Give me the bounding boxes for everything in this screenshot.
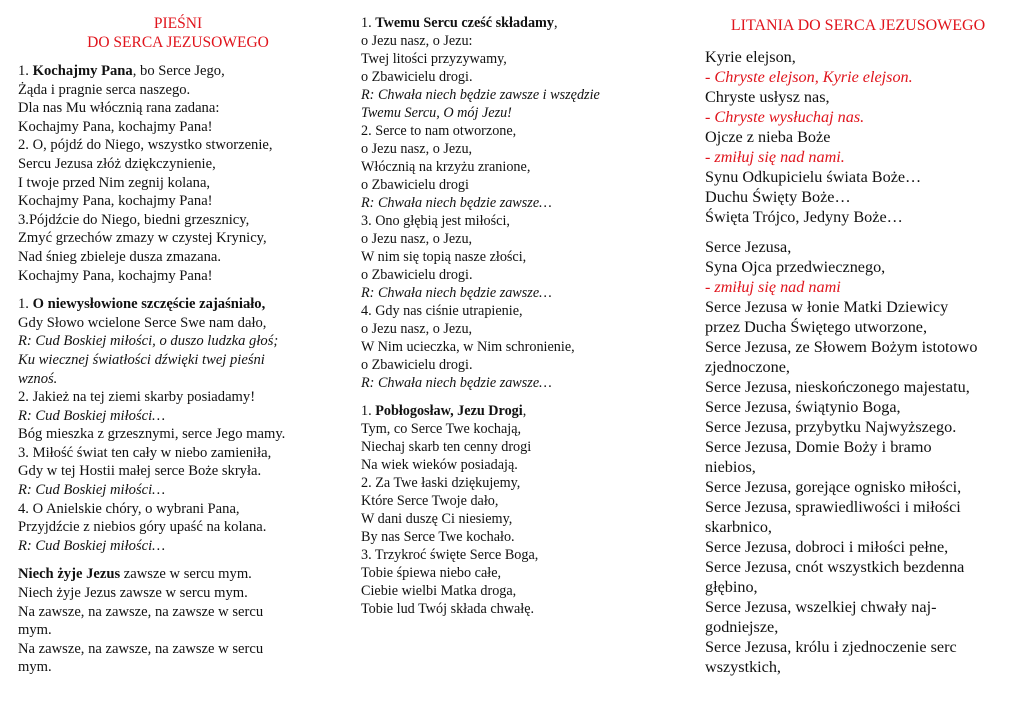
song-kochajmy-pana (18, 62, 338, 285)
litany-line: Ojcze z nieba Boże (705, 128, 831, 146)
litany-line: zjednoczone, (705, 358, 790, 376)
song-line: Niechaj skarb ten cenny drogi (361, 439, 532, 455)
song-line: Niech żyje Jezus zawsze w sercu mym. (18, 585, 248, 602)
song-line: o Zbawicielu drogi. (361, 357, 473, 373)
song-line: 2. Serce to nam otworzone, (361, 123, 517, 139)
song-line: Sercu Jezusa złóż dziękczynienie, (18, 155, 216, 172)
song-line: 2. Za Twe łaski dziękujemy, (361, 475, 521, 491)
song-title-bold: Twemu Sercu cześć składamy (375, 15, 554, 31)
song-line: o Jezu nasz, o Jezu, (361, 231, 473, 247)
litany-line: Serce Jezusa, świątynio Boga, (705, 398, 901, 416)
refrain-line: R: Cud Boskiej miłości… (18, 407, 166, 424)
column-songs-left (18, 14, 338, 687)
song-first-line (18, 295, 338, 314)
litany-line: głębino, (705, 578, 758, 596)
litany-heart-invocations (705, 237, 1011, 677)
verse-number: 1. (18, 296, 33, 313)
litany-line: Serce Jezusa, nieskończonego majestatu, (705, 378, 970, 396)
song-line: 4. Gdy nas ciśnie utrapienie, (361, 303, 523, 319)
refrain-line: R: Cud Boskiej miłości… (18, 537, 166, 554)
litany-line: Serce Jezusa, ze Słowem Bożym istotowo (705, 338, 978, 356)
litany-line: Serce Jezusa, wszelkiej chwały naj- (705, 598, 937, 616)
refrain-line: R: Chwała niech będzie zawsze… (361, 375, 552, 391)
litany-response: - Chryste wysłuchaj nas. (705, 108, 865, 126)
song-line: Włócznią na krzyżu zranione, (361, 159, 531, 175)
song-title-bold: Niech żyje Jezus (18, 566, 121, 583)
song-first-line-rest: , (553, 15, 558, 31)
song-line: o Zbawicielu drogi. (361, 69, 473, 85)
song-line: Tobie lud Twój składa chwałę. (361, 601, 535, 617)
song-title-bold: O niewysłowione szczęście zajaśniało, (32, 296, 266, 313)
litany-title: LITANIA DO SERCA JEZUSOWEGO (730, 17, 986, 34)
song-first-line (361, 14, 671, 32)
litany-line: niebios, (705, 458, 756, 476)
litany-line: Syna Ojca przedwiecznego, (705, 258, 886, 276)
song-line: 3. Ono głębią jest miłości, (361, 213, 510, 229)
verse-number: 1. (361, 403, 376, 419)
song-line: Tobie śpiewa niebo całe, (361, 565, 502, 581)
song-niech-zyje-jezus (18, 565, 338, 677)
song-line: I twoje przed Nim zegnij kolana, (18, 174, 211, 191)
song-poblogoslaw (361, 402, 671, 618)
song-line: Bóg mieszka z grzesznymi, serce Jego mamy. (18, 426, 286, 443)
song-line: 3. Miłość świat ten cały w niebo zamieniła, (18, 444, 272, 461)
refrain-line: R: Chwała niech będzie zawsze… (361, 285, 552, 301)
song-line: 3. Trzykroć święte Serce Boga, (361, 547, 539, 563)
song-line: o Jezu nasz, o Jezu: (361, 33, 473, 49)
column-litany (705, 14, 1011, 687)
song-line: Gdy w tej Hostii małej serce Boże skryła. (18, 463, 262, 480)
song-twemu-sercu (361, 14, 671, 392)
song-line: o Zbawicielu drogi (361, 177, 469, 193)
song-line: 3.Pójdźcie do Niego, biedni grzesznicy, (18, 211, 250, 228)
litany-line: Chryste usłysz nas, (705, 88, 830, 106)
song-line: Twej litości przyzywamy, (361, 51, 507, 67)
song-line: Zmyć grzechów zmazy w czystej Krynicy, (18, 230, 267, 247)
litany-line: Serce Jezusa w łonie Matki Dziewicy (705, 298, 949, 316)
verse-number: 1. (361, 15, 376, 31)
song-line: W dani duszę Ci niesiemy, (361, 511, 513, 527)
refrain-line: R: Cud Boskiej miłości, o duszo ludzka głoś; (18, 333, 279, 350)
litany-line: Serce Jezusa, Domie Boży i bramo (705, 438, 932, 456)
song-first-line-rest: zawsze w sercu mym. (120, 566, 252, 583)
refrain-line: Ku wiecznej światłości dźwięki twej pieśni (18, 351, 265, 368)
litany-line: Serce Jezusa, sprawiedliwości i miłości (705, 498, 961, 516)
song-title-bold: Pobłogosław, Jezu Drogi (375, 403, 523, 419)
song-line: mym. (18, 622, 52, 639)
litany-response: - Chryste elejson, Kyrie elejson. (705, 68, 913, 86)
song-line: Dla nas Mu włócznią rana zadana: (18, 100, 220, 117)
song-line: o Jezu nasz, o Jezu, (361, 321, 473, 337)
song-line: Na zawsze, na zawsze, na zawsze w sercu (18, 603, 264, 620)
litany-line: Serce Jezusa, dobroci i miłości pełne, (705, 538, 949, 556)
litany-line: skarbnico, (705, 518, 772, 536)
song-first-line (18, 565, 338, 584)
song-first-line (361, 402, 671, 420)
song-line: Które Serce Twoje dało, (361, 493, 499, 509)
refrain-line: R: Chwała niech będzie zawsze… (361, 195, 552, 211)
song-line: Nad śnieg zbieleje dusza zmazana. (18, 248, 221, 265)
song-line: Tym, co Serce Twe kochają, (361, 421, 522, 437)
song-line: 2. Jakież na tej ziemi skarby posiadamy! (18, 389, 256, 406)
litany-line: przez Ducha Świętego utworzone, (705, 318, 928, 336)
song-line: Kochajmy Pana, kochajmy Pana! (18, 118, 213, 135)
litany-line: Święta Trójco, Jedyny Boże… (705, 208, 903, 226)
song-first-line-rest: , (522, 403, 527, 419)
song-first-line-rest: , bo Serce Jego, (132, 63, 225, 79)
song-line: W Nim ucieczka, w Nim schronienie, (361, 339, 575, 355)
song-line: Żąda i pragnie serca naszego. (18, 81, 191, 98)
song-line: Na zawsze, na zawsze, na zawsze w sercu (18, 640, 264, 657)
songs-title-line-2: DO SERCA JEZUSOWEGO (87, 34, 269, 51)
litany-line: Serce Jezusa, cnót wszystkich bezdenna (705, 558, 965, 576)
litany-line: godniejsze, (705, 618, 779, 636)
refrain-line: R: Chwała niech będzie zawsze i wszędzie (361, 87, 600, 103)
song-title-bold: Kochajmy Pana (32, 63, 133, 79)
song-line: Kochajmy Pana, kochajmy Pana! (18, 267, 213, 284)
song-line: Gdy Słowo wcielone Serce Swe nam dało, (18, 314, 267, 331)
song-line: o Zbawicielu drogi. (361, 267, 473, 283)
litany-line: Kyrie elejson, (705, 48, 796, 66)
song-line: 4. O Anielskie chóry, o wybrani Pana, (18, 500, 240, 517)
refrain-line: wznoś. (18, 370, 58, 387)
litany-line: Duchu Święty Boże… (705, 188, 851, 206)
song-line: By nas Serce Twe kochało. (361, 529, 515, 545)
verse-number: 1. (18, 63, 33, 79)
song-line: o Jezu nasz, o Jezu, (361, 141, 473, 157)
song-line: W nim się topią nasze złości, (361, 249, 527, 265)
litany-line: Serce Jezusa, królu i zjednoczenie serc (705, 638, 957, 656)
column-songs-middle (361, 14, 671, 628)
refrain-line: R: Cud Boskiej miłości… (18, 482, 166, 499)
litany-invocations (705, 47, 1011, 227)
song-o-niewyslowione (18, 295, 338, 555)
song-line: Przyjdźcie z niebios góry upaść na kolana. (18, 519, 267, 536)
litany-line: Serce Jezusa, gorejące ognisko miłości, (705, 478, 962, 496)
litany-line: Serce Jezusa, (705, 238, 792, 256)
song-line: mym. (18, 659, 52, 676)
litany-line: Synu Odkupicielu świata Boże… (705, 168, 922, 186)
songs-title-line-1: PIEŚNI (153, 15, 203, 32)
refrain-line: Twemu Sercu, O mój Jezu! (361, 105, 512, 121)
songs-title (18, 14, 338, 52)
litany-response: - zmiłuj się nad nami (705, 278, 841, 296)
song-line: 2. O, pójdź do Niego, wszystko stworzenie, (18, 137, 273, 154)
litany-line: Serce Jezusa, przybytku Najwyższego. (705, 418, 957, 436)
litany-line: wszystkich, (705, 658, 781, 676)
song-line: Ciebie wielbi Matka droga, (361, 583, 517, 599)
litany-response: - zmiłuj się nad nami. (705, 148, 845, 166)
song-line: Kochajmy Pana, kochajmy Pana! (18, 193, 213, 210)
song-first-line (18, 62, 338, 81)
song-line: Na wiek wieków posiadają. (361, 457, 518, 473)
